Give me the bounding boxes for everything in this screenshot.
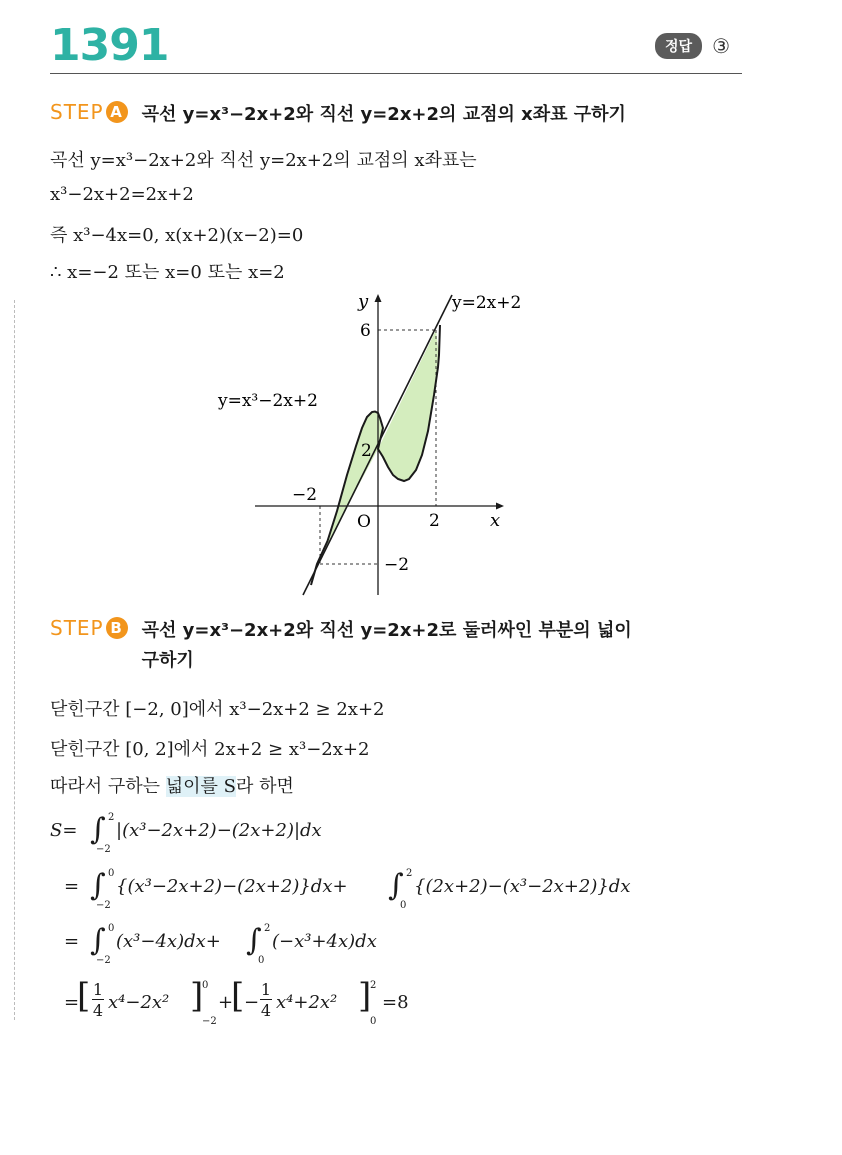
y-axis-label: y bbox=[358, 291, 369, 312]
step-a-line-2: x³−2x+2=2x+2 bbox=[50, 184, 194, 205]
integral-line-4: = [ 1 4 x⁴−2x² ] 0 −2 + [ − 1 4 x⁴+2x² ] 2 0 =8 bbox=[64, 976, 409, 1027]
tick-y-2: 2 bbox=[361, 441, 372, 461]
answer-value: ③ bbox=[712, 34, 730, 58]
tick-x-2: 2 bbox=[429, 511, 440, 531]
tick-y-6: 6 bbox=[360, 321, 371, 341]
integral-line-2: = ∫ 0 −2 {(x³−2x+2)−(2x+2)}dx+ ∫ 2 0 {(2x+2)−(x³−2x+2)}dx bbox=[64, 868, 631, 911]
step-b-line-2: 닫힌구간 [0, 2]에서 2x+2 ≥ x³−2x+2 bbox=[50, 739, 370, 760]
step-a-title: 곡선 y=x³−2x+2와 직선 y=2x+2의 교점의 x좌표 구하기 bbox=[141, 104, 626, 125]
answer-badge: 정답 bbox=[655, 33, 702, 59]
x-axis-arrow bbox=[496, 503, 504, 510]
step-a-badge: A bbox=[106, 101, 128, 123]
tick-x-neg2: −2 bbox=[292, 485, 318, 505]
highlight-area-s: 넓이를 S bbox=[165, 776, 236, 797]
tick-y-neg2: −2 bbox=[384, 555, 410, 575]
step-a-line-4: ∴ x=−2 또는 x=0 또는 x=2 bbox=[50, 262, 285, 283]
answer-box bbox=[655, 33, 730, 59]
shaded-region-right bbox=[378, 330, 439, 481]
problem-number: 1391 bbox=[50, 20, 169, 71]
step-a-label: STEP A bbox=[50, 100, 128, 124]
step-b-title: 곡선 y=x³−2x+2와 직선 y=2x+2로 둘러싸인 부분의 넓이 구하기 bbox=[141, 620, 632, 671]
step-b-heading bbox=[50, 616, 632, 676]
integral-line-3: = ∫ 0 −2 (x³−4x)dx+ ∫ 2 0 (−x³+4x)dx bbox=[64, 923, 377, 966]
step-a-heading bbox=[50, 100, 626, 130]
step-b-line-1: 닫힌구간 [−2, 0]에서 x³−2x+2 ≥ 2x+2 bbox=[50, 699, 385, 720]
line-label: y=2x+2 bbox=[452, 293, 522, 313]
step-a-line-1: 곡선 y=x³−2x+2와 직선 y=2x+2의 교점의 x좌표는 bbox=[50, 150, 477, 171]
area-definition-line: 따라서 구하는 넓이를 S라 하면 bbox=[50, 776, 294, 797]
graph-diagram bbox=[200, 285, 600, 600]
step-a-line-3: 즉 x³−4x=0, x(x+2)(x−2)=0 bbox=[50, 225, 304, 246]
integral-line-1: S= ∫ 2 −2 |(x³−2x+2)−(2x+2)|dx bbox=[50, 812, 322, 855]
header-divider bbox=[50, 73, 742, 74]
margin-guide bbox=[14, 300, 15, 1020]
step-b-badge: B bbox=[106, 617, 128, 639]
origin-label: O bbox=[357, 512, 371, 532]
curve-label: y=x³−2x+2 bbox=[218, 391, 318, 411]
step-b-label: STEP B bbox=[50, 616, 128, 640]
x-axis-label: x bbox=[490, 510, 501, 531]
y-axis-arrow bbox=[375, 294, 382, 302]
